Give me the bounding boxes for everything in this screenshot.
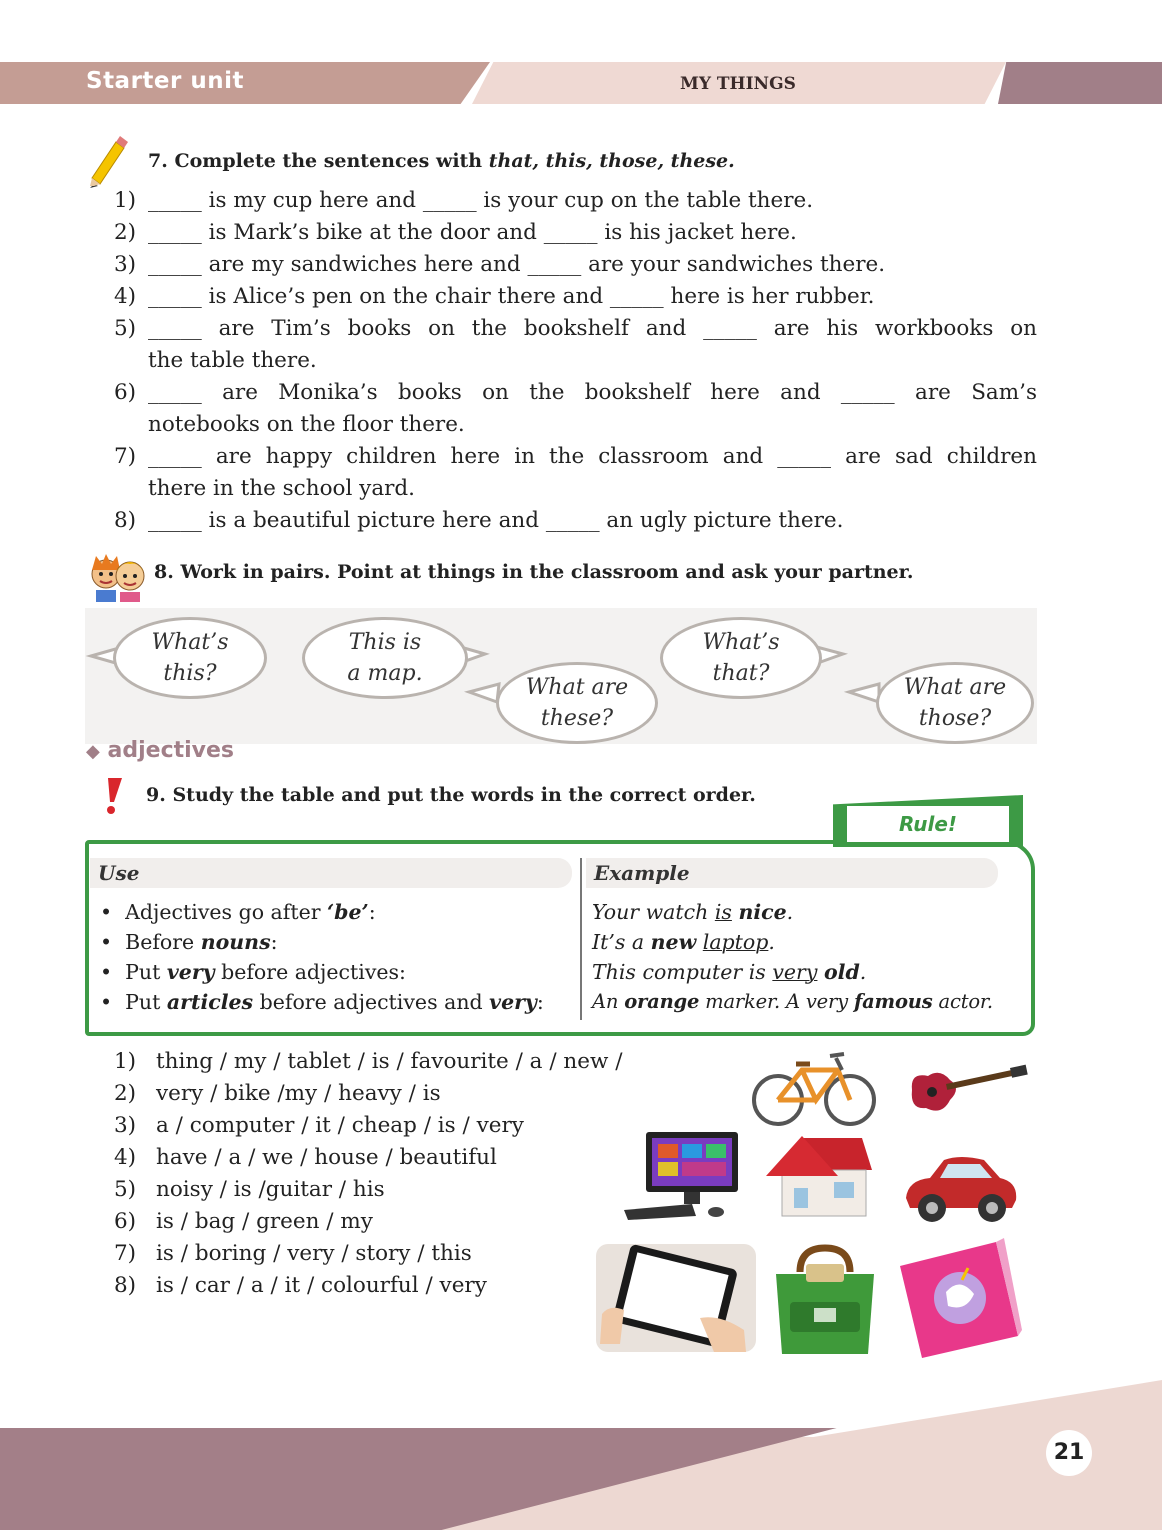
use-text: : bbox=[368, 900, 376, 924]
example-text: marker. A very bbox=[699, 990, 854, 1013]
example-bold: famous bbox=[853, 990, 933, 1013]
item-text-continued: the table there. bbox=[148, 348, 317, 373]
item-number: 7) bbox=[114, 444, 137, 469]
item-text: _____ is a beautiful picture here and _____ an ugly picture there. bbox=[148, 508, 844, 533]
bubble-line: that? bbox=[712, 661, 770, 686]
list-item bbox=[114, 377, 1037, 409]
story-book-icon bbox=[896, 1236, 1024, 1360]
item-number: 2) bbox=[114, 220, 137, 245]
exercise-7-title-prefix: 7. Complete the sentences with bbox=[148, 150, 489, 172]
item-number: 3) bbox=[114, 1113, 137, 1138]
item-text: _____ is Mark’s bike at the door and _____ is his jacket here. bbox=[148, 220, 797, 245]
house-icon bbox=[762, 1130, 878, 1222]
use-text: : bbox=[536, 990, 544, 1014]
example-text: It’s a bbox=[592, 930, 651, 954]
item-text: _____ are Monika’s books on the bookshelf here and _____ are Sam’s bbox=[148, 380, 1037, 405]
use-emphasis: very bbox=[489, 990, 537, 1014]
exercise-9-list bbox=[114, 1046, 622, 1302]
computer-icon bbox=[622, 1128, 756, 1220]
bag-icon bbox=[770, 1244, 880, 1360]
item-number: 8) bbox=[114, 1273, 137, 1298]
use-row bbox=[100, 900, 376, 924]
bubble-line: those? bbox=[918, 706, 992, 731]
item-number: 1) bbox=[114, 1049, 137, 1074]
item-text: very / bike /my / heavy / is bbox=[156, 1081, 441, 1106]
list-item bbox=[114, 1046, 622, 1078]
list-item bbox=[114, 313, 1037, 345]
list-item bbox=[114, 1078, 622, 1110]
bubble-line: What’s bbox=[702, 630, 780, 655]
list-item bbox=[114, 1110, 622, 1142]
item-text-continued: notebooks on the floor there. bbox=[148, 412, 465, 437]
example-underlined: is bbox=[714, 900, 732, 924]
item-number: 6) bbox=[114, 1209, 137, 1234]
item-number: 5) bbox=[114, 316, 137, 341]
use-emphasis: nouns bbox=[200, 930, 271, 954]
example-underlined: very bbox=[772, 960, 818, 984]
item-text: have / a / we / house / beautiful bbox=[156, 1145, 497, 1170]
use-emphasis: very bbox=[166, 960, 215, 984]
exercise-8-title: 8. Work in pairs. Point at things in the classroom and ask your partner. bbox=[154, 561, 914, 583]
item-number: 1) bbox=[114, 188, 137, 213]
page-number: 21 bbox=[1053, 1440, 1085, 1465]
list-item bbox=[114, 1238, 622, 1270]
example-text: This computer is bbox=[592, 960, 773, 984]
item-text: is / car / a / it / colourful / very bbox=[156, 1273, 487, 1298]
list-item bbox=[114, 185, 1037, 217]
item-text: _____ are Tim’s books on the bookshelf and _____ are his workbooks on bbox=[148, 316, 1037, 341]
item-text: _____ are my sandwiches here and _____ are your sandwiches there. bbox=[148, 252, 886, 277]
example-bold: old bbox=[823, 960, 860, 984]
item-text: noisy / is /guitar / his bbox=[156, 1177, 385, 1202]
use-emphasis: articles bbox=[166, 990, 254, 1014]
list-item bbox=[114, 1270, 622, 1302]
bullet: • bbox=[100, 990, 126, 1014]
column-header-use: Use bbox=[90, 858, 572, 888]
section-title: adjectives bbox=[107, 738, 235, 763]
unit-topic: MY THINGS bbox=[680, 74, 796, 94]
use-text: Adjectives go after bbox=[125, 900, 328, 924]
guitar-icon bbox=[906, 1062, 1030, 1118]
speech-bubble-whats-this bbox=[113, 617, 267, 699]
list-item bbox=[114, 441, 1037, 473]
use-row bbox=[100, 930, 278, 954]
use-text: before adjectives: bbox=[214, 960, 406, 984]
use-text: Put bbox=[125, 990, 167, 1014]
list-item bbox=[114, 1206, 622, 1238]
item-number: 8) bbox=[114, 508, 137, 533]
use-text: before adjectives and bbox=[253, 990, 490, 1014]
example-bold: orange bbox=[624, 990, 700, 1013]
speech-bubble-whats-that bbox=[660, 617, 822, 699]
diamond-bullet-icon: ◆ bbox=[86, 741, 100, 762]
unit-title: Starter unit bbox=[86, 68, 244, 94]
example-row bbox=[592, 900, 793, 924]
use-row bbox=[100, 990, 544, 1014]
example-bold: nice bbox=[738, 900, 787, 924]
example-underlined: laptop bbox=[702, 930, 769, 954]
use-text: : bbox=[270, 930, 278, 954]
item-number: 5) bbox=[114, 1177, 137, 1202]
column-divider bbox=[580, 858, 582, 1020]
example-text: actor. bbox=[932, 990, 993, 1013]
exercise-7-list bbox=[114, 185, 1037, 537]
pencil-icon bbox=[86, 136, 130, 188]
example-bold: new bbox=[650, 930, 697, 954]
bullet: • bbox=[100, 900, 126, 924]
use-row bbox=[100, 960, 406, 984]
exercise-9-title: 9. Study the table and put the words in the correct order. bbox=[146, 784, 756, 806]
use-emphasis: ‘be’ bbox=[327, 900, 369, 924]
item-number: 7) bbox=[114, 1241, 137, 1266]
use-text: Before bbox=[125, 930, 201, 954]
example-row bbox=[592, 990, 993, 1013]
item-text: _____ is Alice’s pen on the chair there and _____ here is her rubber. bbox=[148, 284, 875, 309]
speech-bubble-this-is-a-map bbox=[302, 617, 468, 699]
example-text: . bbox=[859, 960, 867, 984]
example-text: . bbox=[786, 900, 794, 924]
item-text: _____ is my cup here and _____ is your cup on the table there. bbox=[148, 188, 814, 213]
list-item bbox=[114, 1174, 622, 1206]
item-number: 2) bbox=[114, 1081, 137, 1106]
item-text: is / bag / green / my bbox=[156, 1209, 373, 1234]
list-item bbox=[114, 281, 1037, 313]
section-heading bbox=[86, 738, 234, 763]
bullet: • bbox=[100, 930, 126, 954]
exclamation-icon bbox=[100, 776, 124, 816]
list-item bbox=[114, 217, 1037, 249]
item-text: thing / my / tablet / is / favourite / a / new / bbox=[156, 1049, 623, 1074]
bubble-line: What are bbox=[525, 675, 629, 700]
column-header-example: Example bbox=[586, 858, 998, 888]
bubble-line: This is bbox=[348, 630, 422, 655]
exercise-7-title-words: that, this, those, these. bbox=[488, 150, 735, 172]
speech-bubble-what-are-these bbox=[496, 662, 658, 744]
example-text: . bbox=[768, 930, 775, 954]
item-number: 3) bbox=[114, 252, 137, 277]
item-text-continued: there in the school yard. bbox=[148, 476, 416, 501]
list-item bbox=[114, 1142, 622, 1174]
example-row bbox=[592, 960, 866, 984]
exercise-7-title bbox=[148, 150, 735, 172]
item-number: 4) bbox=[114, 284, 137, 309]
list-item bbox=[114, 249, 1037, 281]
bubble-line: this? bbox=[163, 661, 217, 686]
example-text: An bbox=[592, 990, 625, 1013]
kids-pair-icon bbox=[86, 552, 152, 604]
list-item bbox=[114, 505, 1037, 537]
example-row bbox=[592, 930, 775, 954]
item-text: _____ are happy children here in the classroom and _____ are sad children bbox=[148, 444, 1037, 469]
bubble-line: these? bbox=[540, 706, 614, 731]
bubble-line: What’s bbox=[151, 630, 229, 655]
item-text: a / computer / it / cheap / is / very bbox=[156, 1113, 524, 1138]
item-number: 6) bbox=[114, 380, 137, 405]
speech-bubble-what-are-those bbox=[876, 662, 1034, 744]
bullet: • bbox=[100, 960, 126, 984]
bubble-line: a map. bbox=[347, 661, 423, 686]
example-text: Your watch bbox=[592, 900, 715, 924]
bike-icon bbox=[750, 1048, 880, 1128]
use-text: Put bbox=[125, 960, 167, 984]
rule-label: Rule! bbox=[898, 812, 958, 836]
header-band-right bbox=[998, 62, 1162, 104]
item-number: 4) bbox=[114, 1145, 137, 1170]
bubble-line: What are bbox=[903, 675, 1007, 700]
tablet-icon bbox=[596, 1244, 756, 1352]
item-text: is / boring / very / story / this bbox=[156, 1241, 472, 1266]
header-band-left bbox=[0, 62, 490, 104]
car-icon bbox=[900, 1150, 1022, 1226]
